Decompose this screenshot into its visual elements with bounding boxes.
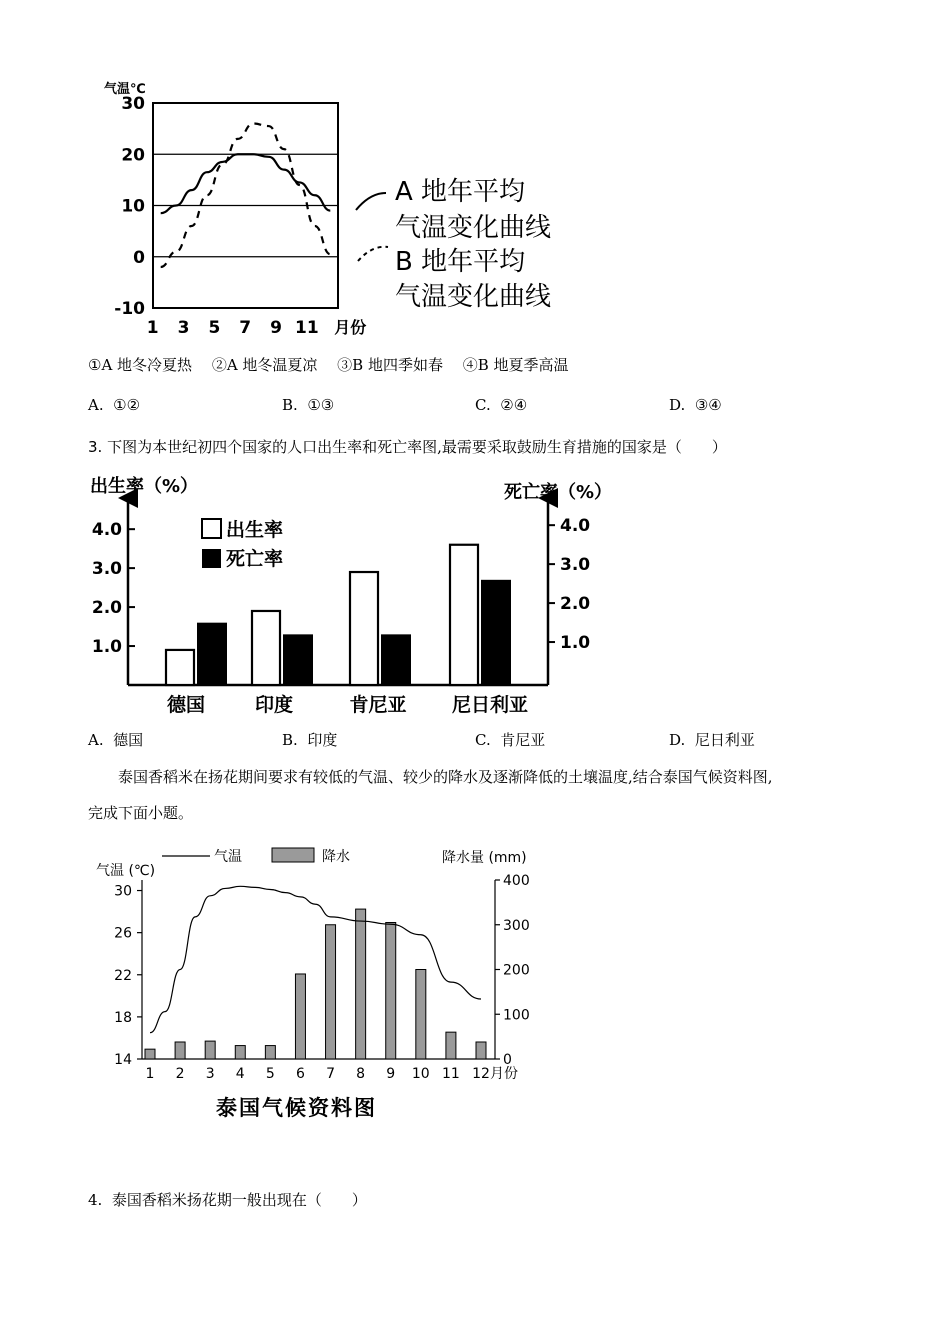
- left-tick-label: 3.0: [91, 559, 122, 580]
- legend-a-line1: A 地年平均: [395, 177, 526, 207]
- q3-option-c[interactable]: [475, 730, 545, 750]
- legend-birth-swatch: [202, 519, 221, 538]
- right-tick-label: 300: [503, 917, 530, 934]
- month-label: 3: [205, 1066, 215, 1082]
- death-rate-bar: [481, 580, 511, 685]
- legend-precip-label: 降水: [322, 849, 350, 865]
- precipitation-bar: [416, 970, 426, 1060]
- option-text: ①③: [307, 396, 335, 414]
- precipitation-bar: [326, 925, 336, 1059]
- x-tick-label: 9: [270, 318, 282, 338]
- left-tick-label: 2.0: [91, 598, 122, 619]
- y-tick-label: 20: [121, 145, 145, 166]
- precipitation-bar: [295, 974, 305, 1059]
- legend-death-swatch: [202, 549, 221, 568]
- precipitation-bar: [175, 1042, 185, 1059]
- death-rate-bar: [283, 634, 313, 685]
- option-letter: B.: [282, 731, 298, 749]
- legend-b-line2: 气温变化曲线: [395, 282, 552, 312]
- x-tick-label: 3: [177, 318, 190, 338]
- q2-option-c[interactable]: [475, 395, 527, 415]
- birth-rate-bar: [350, 572, 378, 685]
- month-label: 8: [356, 1066, 366, 1082]
- chart-legend: [162, 848, 350, 865]
- left-tick-label: 22: [114, 967, 132, 984]
- option-text: 尼日利亚: [694, 731, 755, 749]
- option-letter: B.: [282, 396, 298, 414]
- left-tick-label: 14: [114, 1052, 132, 1068]
- option-text: 印度: [307, 731, 338, 749]
- option-letter: C.: [475, 731, 491, 749]
- precipitation-bar: [356, 909, 366, 1059]
- legend-b-line1: B 地年平均: [395, 247, 526, 277]
- q3-option-b[interactable]: [282, 730, 337, 750]
- y-tick-label: 0: [133, 247, 145, 268]
- right-axis-label: 降水量 (mm): [442, 850, 527, 866]
- series-a-line: [161, 154, 331, 213]
- death-rate-bar: [197, 623, 227, 685]
- category-label: 印度: [254, 694, 294, 716]
- y-axis-label: 气温℃: [104, 82, 146, 97]
- precipitation-bar: [265, 1046, 275, 1059]
- right-tick-label: 4.0: [560, 516, 591, 537]
- left-axis-label: 气温 (℃): [96, 863, 156, 879]
- precipitation-bar: [446, 1032, 456, 1059]
- temperature-line: [150, 886, 481, 1032]
- month-label: 1: [145, 1066, 155, 1082]
- y-tick-label: 10: [121, 196, 145, 217]
- precipitation-bar: [476, 1042, 486, 1059]
- left-axis-label: 出生率（%）: [90, 476, 199, 497]
- month-label: 6: [295, 1066, 305, 1082]
- temperature-curve-chart: [90, 75, 600, 345]
- option-letter: D.: [669, 731, 686, 749]
- legend-precip-swatch: [272, 848, 314, 862]
- left-tick-label: 4.0: [91, 520, 122, 541]
- legend-birth-label: 出生率: [226, 519, 284, 541]
- legend-death-label: 死亡率: [226, 548, 284, 570]
- option-letter: A.: [88, 731, 104, 749]
- intro-line-2: 完成下面小题。: [88, 804, 194, 822]
- death-rate-bar: [381, 634, 411, 685]
- month-label: 5: [265, 1066, 275, 1082]
- question-text: 下图为本世纪初四个国家的人口出生率和死亡率图,最需要采取鼓励生育措施的国家是（ ）: [107, 438, 727, 456]
- legend-dashed-line: [358, 247, 388, 261]
- birth-death-rate-chart: [88, 470, 648, 720]
- right-tick-label: 0: [503, 1052, 512, 1068]
- q2-statements: ①A 地冬冷夏热 ②A 地冬温夏凉 ③B 地四季如春 ④B 地夏季高温: [88, 356, 569, 374]
- right-tick-label: 200: [503, 962, 530, 979]
- x-tick-label: 5: [208, 318, 221, 338]
- left-tick-label: 18: [114, 1009, 132, 1026]
- chart-legend: [356, 177, 551, 312]
- precipitation-bar: [145, 1049, 155, 1059]
- precipitation-bar: [235, 1046, 245, 1059]
- category-label: 德国: [166, 694, 206, 716]
- birth-rate-bar: [166, 650, 194, 685]
- precipitation-bar: [386, 923, 396, 1059]
- left-tick-label: 1.0: [91, 637, 122, 658]
- legend-temp-label: 气温: [214, 849, 242, 865]
- right-axis-label: 死亡率（%）: [504, 482, 613, 503]
- q2-option-d[interactable]: [669, 395, 722, 415]
- q2-option-b[interactable]: [282, 395, 334, 415]
- option-letter: C.: [475, 396, 491, 414]
- q3-stem: [88, 437, 727, 457]
- question-text: 泰国香稻米扬花期一般出现在（ ）: [111, 1191, 367, 1209]
- right-tick-label: 400: [503, 873, 530, 889]
- y-tick-label: -10: [114, 299, 145, 319]
- q2-option-a[interactable]: [88, 395, 140, 415]
- right-tick-label: 100: [503, 1007, 530, 1024]
- option-text: ①②: [113, 396, 141, 414]
- q3-option-d[interactable]: [669, 730, 755, 750]
- x-tick-label: 1: [146, 318, 159, 338]
- chart-title: 泰国气候资料图: [216, 1096, 377, 1120]
- month-label: 7: [326, 1066, 336, 1082]
- x-tick-label: 7: [239, 318, 252, 338]
- x-tick-label: 11: [295, 318, 319, 338]
- month-label: 4: [235, 1066, 245, 1082]
- q3-option-a[interactable]: [88, 730, 143, 750]
- month-label: 9: [386, 1066, 396, 1082]
- option-letter: D.: [669, 396, 686, 414]
- birth-rate-bar: [450, 545, 478, 685]
- left-tick-label: 26: [114, 925, 132, 942]
- q4-stem: [88, 1190, 367, 1210]
- month-label: 2: [175, 1066, 185, 1082]
- y-tick-label: 30: [121, 94, 145, 114]
- birth-rate-bar: [252, 611, 280, 685]
- right-tick-label: 3.0: [560, 555, 591, 576]
- category-label: 肯尼亚: [349, 694, 407, 716]
- month-label: 11: [441, 1066, 460, 1082]
- category-label: 尼日利亚: [451, 694, 529, 716]
- precipitation-bar: [205, 1041, 215, 1059]
- option-text: ③④: [694, 396, 722, 414]
- legend-a-line2: 气温变化曲线: [395, 213, 552, 243]
- right-tick-label: 2.0: [560, 594, 591, 615]
- legend-solid-line: [356, 193, 386, 210]
- chart-legend: [202, 518, 283, 570]
- intro-line-1: 泰国香稻米在扬花期间要求有较低的气温、较少的降水及逐渐降低的土壤温度,结合泰国气候资料图,: [118, 768, 773, 786]
- left-tick-label: 30: [114, 883, 132, 900]
- option-text: 肯尼亚: [500, 731, 546, 749]
- question-number: 4.: [88, 1191, 103, 1209]
- option-text: ②④: [500, 396, 528, 414]
- month-label: 10: [411, 1066, 430, 1082]
- month-label: 12: [472, 1066, 490, 1082]
- question-number: 3.: [88, 438, 103, 456]
- thailand-climate-chart: [92, 842, 562, 1127]
- right-tick-label: 1.0: [560, 633, 591, 654]
- x-axis-unit: 月份: [334, 318, 367, 337]
- option-text: 德国: [113, 731, 144, 749]
- option-letter: A.: [88, 396, 104, 414]
- x-axis-unit: 月份: [490, 1066, 518, 1082]
